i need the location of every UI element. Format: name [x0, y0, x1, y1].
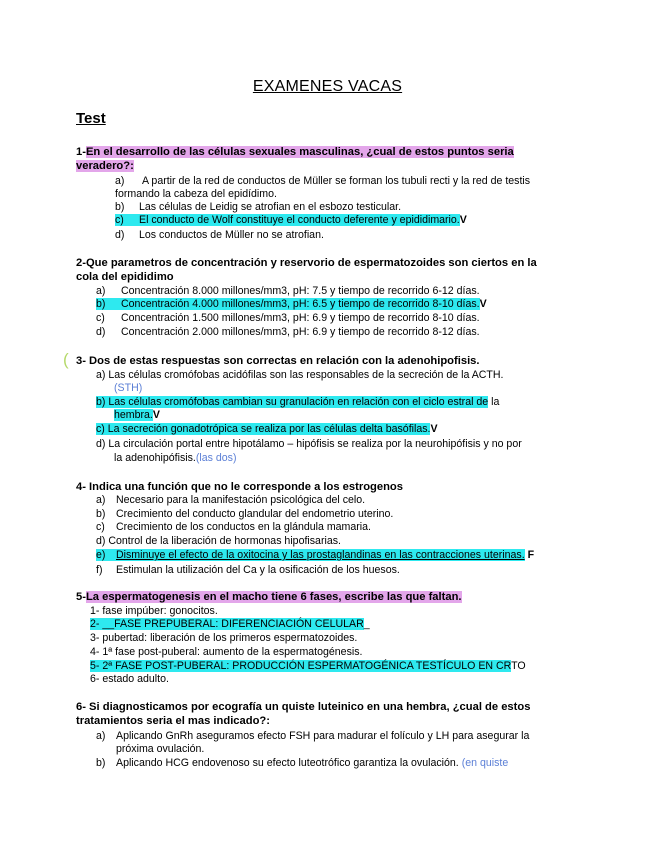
q1-option-d-text: Los conductos de Müller no se atrofian.: [139, 229, 324, 241]
q5-phase-1: 1- fase impúber: gonocitos.: [90, 605, 218, 617]
q4-option-f: [96, 564, 400, 577]
q2-option-a: [96, 285, 480, 298]
question-3: 3- Dos de estas respuestas son correctas en relación con la adenohipofisis.: [76, 355, 480, 367]
option-label: f): [96, 564, 103, 576]
option-label: d): [96, 326, 106, 338]
q2-option-b-text: Concentración 4.000 millones/mm3, pH: 6.5 y tiempo de recorrido 8-10 días.: [121, 298, 480, 310]
option-label: c): [96, 312, 105, 324]
option-label: d): [115, 229, 125, 241]
q4-option-c-text: Crecimiento de los conductos en la glándula mamaria.: [116, 521, 371, 533]
question-1-number: 1-: [76, 146, 86, 158]
question-5: [76, 590, 576, 604]
q5-phase-5-answer: 5- 2ª FASE POST-PUBERAL: PRODUCCIÓN ESPERMATOGÉNICA TESTÍCULO EN CR: [90, 660, 512, 672]
question-2-text-cont: cola del epididimo: [76, 271, 174, 283]
q1-option-a: [115, 175, 530, 188]
q6-option-a-text: Aplicando GnRh aseguramos efecto FSH para madurar el folículo y LH para asegurar la: [116, 730, 530, 742]
option-label: c): [115, 214, 124, 226]
option-label: e): [96, 549, 106, 561]
q5-phase-6: 6- estado adulto.: [90, 673, 169, 685]
q5-phase-2-tail: _: [363, 618, 370, 630]
question-1: [76, 145, 576, 173]
q1-option-b-text: Las células de Leidig se atrofian en el esbozo testicular.: [139, 201, 402, 213]
correct-mark: V: [430, 423, 438, 435]
q1-option-a-text: A partir de la red de conductos de Müller se forman los tubuli recti y la red de testis: [142, 175, 531, 187]
q3-option-d-cont: [114, 452, 237, 465]
q2-option-a-text: Concentración 8.000 millones/mm3, pH: 7.5 y tiempo de recorrido 6-12 días.: [121, 285, 480, 297]
q3-option-a-note: (STH): [114, 382, 143, 394]
q1-option-c: [115, 214, 467, 227]
q5-phase-3: 3- pubertad: liberación de los primeros espermatozoides.: [90, 632, 358, 644]
option-label: a): [96, 730, 106, 742]
q5-phase-2: [90, 618, 370, 631]
q5-phase-4: 4- 1ª fase post-puberal: aumento de la espermatogénesis.: [90, 646, 363, 658]
correct-mark: V: [459, 214, 467, 226]
q3-option-a: a) Las células cromófobas acidófilas son las responsables de la secreción de la ACTH.: [96, 369, 504, 381]
q6-option-a: [96, 730, 529, 743]
q4-option-a-text: Necesario para la manifestación psicológica del celo.: [116, 494, 366, 506]
question-1-text: En el desarrollo de las células sexuales masculinas, ¿cual de estos puntos seria: [85, 146, 514, 158]
question-5-text: La espermatogenesis en el macho tiene 6 fases, escribe las que faltan.: [85, 591, 462, 603]
q3-option-c: [96, 423, 438, 436]
option-label: b): [96, 757, 106, 769]
q3-option-b-text-rest: la: [491, 396, 500, 408]
q3-option-d-note: (las dos): [195, 452, 237, 464]
q5-phase-5: [90, 660, 526, 673]
question-2: [76, 256, 576, 284]
q2-option-c: [96, 312, 480, 325]
q6-option-b-text: Aplicando HCG endovenoso su efecto luteotrófico garantiza la ovulación.: [116, 757, 459, 769]
option-label: b): [115, 201, 125, 213]
margin-comment-mark: (: [63, 350, 69, 369]
document-title: EXAMENES VACAS: [252, 78, 403, 95]
q1-option-a-cont: formando la cabeza del epidídimo.: [115, 188, 277, 200]
q1-option-d: [115, 229, 324, 242]
q3-option-c-text: c) La secreción gonadotrópica se realiza por las células delta basófilas.: [96, 423, 431, 435]
q2-option-c-text: Concentración 1.500 millones/mm3, pH: 6.9 y tiempo de recorrido 8-10 días.: [121, 312, 480, 324]
q4-option-b-text: Crecimiento del conducto glandular del endometrio uterino.: [116, 508, 394, 520]
question-5-number: 5-: [76, 591, 86, 603]
q3-option-b-cont: [114, 409, 160, 422]
q2-option-d-text: Concentración 2.000 millones/mm3, pH: 6.9 y tiempo de recorrido 8-12 días.: [121, 326, 480, 338]
q5-phase-5-tail: TO: [511, 660, 526, 672]
q4-option-f-text: Estimulan la utilización del Ca y la osificación de los huesos.: [116, 564, 400, 576]
q4-option-e-text: Disminuye el efecto de la oxitocina y las prostaglandinas en las contracciones uterinas.: [116, 549, 525, 561]
correct-mark: F: [527, 549, 535, 561]
correct-mark: V: [152, 409, 160, 421]
option-label: b): [96, 298, 106, 310]
q1-option-b: [115, 201, 401, 214]
q5-phase-2-answer: 2- __FASE PREPUBERAL: DIFERENCIACIÓN CELULAR: [90, 618, 364, 630]
q6-option-b: [96, 757, 508, 770]
correct-mark: V: [479, 298, 487, 310]
q2-option-d: [96, 326, 480, 339]
question-1-text-cont: veradero?:: [76, 160, 134, 172]
q2-option-b: [96, 298, 487, 311]
question-2-text: 2-Que parametros de concentración y reservorio de espermatozoides son ciertos en la: [76, 257, 537, 269]
q6-option-b-note: (en quiste: [461, 757, 509, 769]
option-label: a): [96, 494, 106, 506]
section-heading: Test: [76, 110, 106, 127]
option-label: a): [115, 175, 125, 187]
question-6-text-cont: tratamientos seria el mas indicado?:: [76, 715, 270, 727]
q4-option-e: [96, 549, 534, 562]
q4-option-a: [96, 494, 365, 507]
option-label: c): [96, 521, 105, 533]
q6-option-a-cont: próxima ovulación.: [116, 743, 205, 755]
q4-option-c: [96, 521, 371, 534]
q3-option-b-text: b) Las células cromófobas cambian su granulación en relación con el ciclo estral de: [96, 396, 489, 408]
q4-option-d: d) Control de la liberación de hormonas hipofisarias.: [96, 535, 341, 547]
q3-option-d: d) La circulación portal entre hipotálamo – hipófisis se realiza por la neurohipófisis y no por: [96, 438, 522, 450]
question-6-text: 6- Si diagnosticamos por ecografía un quiste luteinico en una hembra, ¿cual de estos: [76, 701, 531, 713]
question-4: 4- Indica una función que no le corresponde a los estrogenos: [76, 481, 403, 493]
q3-option-d-text-cont: la adenohipófisis.: [114, 452, 196, 464]
q3-option-b: [96, 396, 499, 409]
question-6: [76, 700, 576, 728]
option-label: b): [96, 508, 106, 520]
option-label: a): [96, 285, 106, 297]
q4-option-b: [96, 508, 393, 521]
q3-option-b-text-cont: hembra.: [114, 409, 153, 421]
q1-option-c-text: El conducto de Wolf constituye el conducto deferente y epididimario.: [139, 214, 460, 226]
